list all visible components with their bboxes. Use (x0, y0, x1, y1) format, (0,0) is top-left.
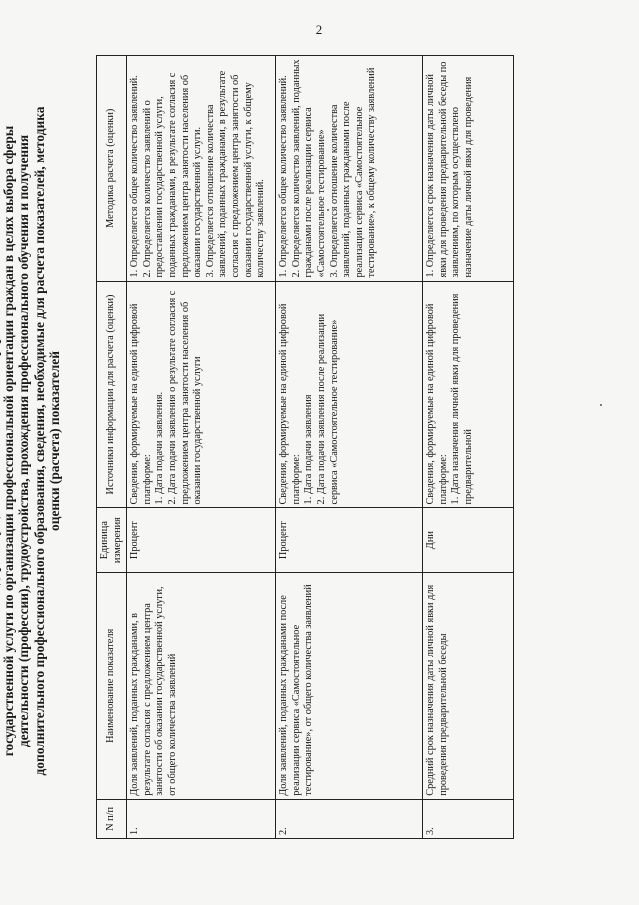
title-line: деятельности (профессии), трудоустройства, прохождения профессионального обучения и получения (16, 134, 32, 748)
scan-dust-mark (600, 404, 602, 406)
header-method: Методика расчета (оценки) (97, 56, 127, 282)
method-cell (423, 56, 514, 282)
header-name: Наименование показателя (97, 572, 127, 799)
indicator-name: Доля заявлений, поданных гражданами, в результате согласия с предложением центра занятости об оказании государственной услуги, от общего количества заявлений (127, 572, 276, 799)
sources-cell (276, 281, 423, 508)
row-number: 1. (127, 799, 276, 838)
document-title (0, 41, 62, 841)
sources-line: 1. Дата назначения личной явки для проведения предварительной (450, 293, 474, 505)
table-header-row (97, 56, 127, 839)
indicators-table (96, 55, 514, 839)
method-line: 2. Определяется количество заявлений, поданных гражданами после реализации сервиса «Самостоятельное тестирование» (290, 59, 327, 278)
method-line: 3. Определяется отношение количества заявлений, поданных гражданами, в результате согласия с предложением центра занятости об оказании государственной услуги, к общему количеству заявлений. (204, 70, 267, 278)
method-cell (127, 56, 276, 282)
row-number: 3. (423, 799, 514, 838)
sources-line: 2. Дата подачи заявления о результате согласия с предложением центра занятости населения об оказании государственной услуги (166, 290, 204, 505)
unit-cell: Процент (276, 508, 423, 572)
method-line: 1. Определяется общее количество заявлений. (129, 75, 141, 278)
indicator-name: Доля заявлений, поданных гражданами после реализации сервиса «Самостоятельное тестирование», от общего количества заявлений (276, 572, 423, 799)
table-row (276, 56, 423, 839)
title-line: государственной услуги по организации профессиональной ориентации граждан в целях выбора сферы (1, 125, 17, 757)
sources-line: Сведения, формируемые на единой цифровой платформе: (129, 303, 153, 505)
unit-cell: Дни (423, 508, 514, 572)
method-line: 1. Определяется общее количество заявлений. (278, 75, 290, 278)
table-row (127, 56, 276, 839)
sources-line: Сведения, формируемые на единой цифровой платформе: (278, 303, 302, 505)
rotated-page-content (0, 41, 576, 841)
header-num: N п/п (97, 799, 127, 838)
page-number: 2 (315, 22, 323, 37)
table-row (423, 56, 514, 839)
row-number: 2. (276, 799, 423, 838)
sources-line: 2. Дата подачи заявления после реализации сервиса «Самостоятельное тестирование» (315, 313, 340, 505)
title-line: дополнительного профессионального образования, сведения, необходимые для расчета показателей, методика (31, 106, 47, 776)
method-cell (276, 56, 423, 282)
sources-line: 1. Дата подачи заявления. (154, 391, 166, 505)
method-line: 1. Определяется срок назначения даты личной явки для проведения предварительной беседы по заявлениям, по которым осуществлено назначение даты личной явки для проведения (425, 61, 474, 278)
sources-line: Сведения, формируемые на единой цифровой платформе: (425, 303, 449, 505)
sources-cell (127, 281, 276, 508)
header-sources: Источники информации для расчета (оценки) (97, 281, 127, 508)
unit-cell: Процент (127, 508, 276, 572)
sources-cell (423, 281, 514, 508)
method-line: 3. Определяется отношение количества заявлений, поданных гражданами после реализации сервиса «Самостоятельное тестирование», к общему количеству заявлений (328, 67, 378, 278)
sources-line: 1. Дата подачи заявления (303, 394, 315, 505)
indicator-name: Средний срок назначения даты личной явки для проведения предварительной беседы (423, 572, 514, 799)
title-line: оценки (расчета) показателей (46, 351, 62, 531)
method-line: 2. Определяется количество заявлений о предоставлении государственной услуги, поданных гражданами, в результате согласия с предложением центра занятости населения об оказании государственной услуги. (141, 72, 204, 278)
header-unit: Единица измерения (97, 508, 127, 572)
